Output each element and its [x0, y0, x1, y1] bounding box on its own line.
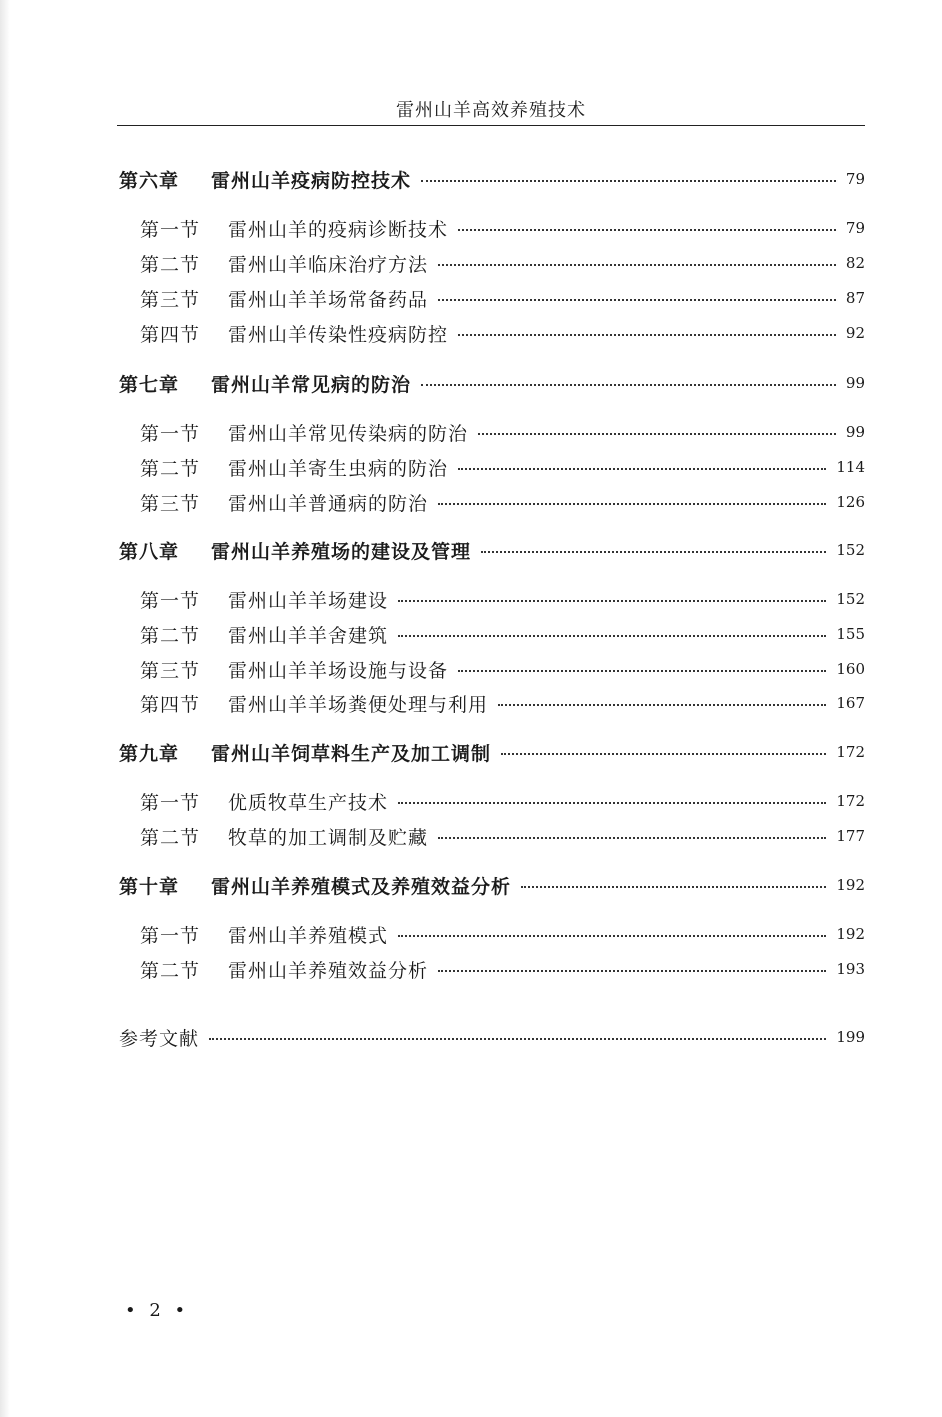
page-number: 152 — [836, 541, 865, 559]
toc-entry-label — [140, 586, 388, 613]
toc-section[interactable] — [0, 954, 942, 984]
toc-section[interactable] — [0, 452, 942, 482]
toc-chapter-7[interactable] — [0, 368, 942, 398]
section-title: 雷州山羊养殖效益分析 — [228, 959, 429, 982]
dot-leader — [458, 670, 826, 672]
section-number: 第三节 — [140, 492, 201, 515]
toc-entry-label — [140, 285, 428, 312]
chapter-number: 第七章 — [119, 373, 180, 396]
toc-section[interactable] — [0, 584, 942, 614]
toc-entry-label — [140, 956, 428, 983]
section-title: 雷州山羊羊场设施与设备 — [228, 659, 449, 682]
page-number: 79 — [845, 219, 865, 237]
chapter-number: 第八章 — [119, 540, 180, 563]
running-head: 雷州山羊高效养殖技术 — [396, 100, 586, 121]
toc-section[interactable] — [0, 654, 942, 684]
toc-entry-label — [140, 320, 448, 347]
dot-leader — [481, 551, 826, 553]
section-title: 雷州山羊养殖模式 — [228, 924, 389, 947]
section-number: 第四节 — [140, 323, 201, 346]
section-number: 第一节 — [140, 589, 201, 612]
toc-entry-label — [140, 454, 448, 481]
toc-entry-label — [119, 166, 411, 193]
toc-entry-label — [119, 872, 511, 899]
page-number: 177 — [836, 827, 865, 845]
toc-entry-label — [140, 921, 388, 948]
toc-section[interactable] — [0, 919, 942, 949]
dot-leader — [398, 935, 826, 937]
dot-leader — [438, 970, 826, 972]
toc-chapter-6[interactable] — [0, 164, 942, 194]
section-number: 第一节 — [140, 924, 201, 947]
dot-leader — [421, 384, 836, 386]
chapter-number: 第九章 — [119, 742, 180, 765]
section-number: 第三节 — [140, 659, 201, 682]
page-number: 193 — [836, 960, 865, 978]
section-title: 优质牧草生产技术 — [228, 791, 389, 814]
toc-section[interactable] — [0, 786, 942, 816]
section-title: 雷州山羊羊舍建筑 — [228, 624, 389, 647]
toc-section[interactable] — [0, 487, 942, 517]
section-number: 第二节 — [140, 959, 201, 982]
section-number: 第二节 — [140, 457, 201, 480]
toc-entry-label — [140, 788, 388, 815]
chapter-number: 第十章 — [119, 875, 180, 898]
section-title: 雷州山羊羊场粪便处理与利用 — [228, 693, 489, 716]
dot-leader — [438, 837, 826, 839]
page-number: 99 — [845, 374, 865, 392]
dot-leader — [458, 468, 826, 470]
dot-leader — [398, 600, 826, 602]
page-number: 192 — [836, 925, 865, 943]
section-title: 雷州山羊传染性疫病防控 — [228, 323, 449, 346]
dot-leader — [398, 635, 826, 637]
dot-leader — [521, 886, 826, 888]
references-label: 参考文献 — [119, 1027, 200, 1050]
section-title: 雷州山羊临床治疗方法 — [228, 253, 429, 276]
toc-entry-label — [140, 690, 488, 717]
page-number: 82 — [845, 254, 865, 272]
toc-entry-label — [140, 215, 448, 242]
toc-section[interactable] — [0, 318, 942, 348]
page-number: 199 — [836, 1028, 865, 1046]
section-number: 第二节 — [140, 826, 201, 849]
dot-leader — [438, 299, 836, 301]
dot-leader — [498, 704, 826, 706]
page-number: 99 — [845, 423, 865, 441]
page-number: 114 — [836, 458, 865, 476]
dot-leader — [478, 433, 836, 435]
toc-entry-label — [119, 537, 471, 564]
page-number: 79 — [845, 170, 865, 188]
section-number: 第一节 — [140, 791, 201, 814]
toc-entry-label — [140, 823, 428, 850]
page-number: 172 — [836, 792, 865, 810]
page-number: 167 — [836, 694, 865, 712]
toc-section[interactable] — [0, 619, 942, 649]
toc-chapter-8[interactable] — [0, 535, 942, 565]
toc-entry-label — [140, 419, 468, 446]
toc-entry-label — [119, 739, 491, 766]
chapter-title: 雷州山羊养殖场的建设及管理 — [211, 540, 472, 563]
section-title: 雷州山羊普通病的防治 — [228, 492, 429, 515]
dot-leader — [501, 753, 826, 755]
section-number: 第二节 — [140, 253, 201, 276]
dot-leader — [458, 229, 836, 231]
chapter-title: 雷州山羊疫病防控技术 — [211, 169, 412, 192]
page-number: 92 — [845, 324, 865, 342]
dot-leader — [438, 264, 836, 266]
dot-leader — [438, 503, 826, 505]
toc-section[interactable] — [0, 283, 942, 313]
page-number: 192 — [836, 876, 865, 894]
toc-section[interactable] — [0, 248, 942, 278]
toc-section[interactable] — [0, 213, 942, 243]
section-title: 雷州山羊的疫病诊断技术 — [228, 218, 449, 241]
page-number: 155 — [836, 625, 865, 643]
section-number: 第一节 — [140, 422, 201, 445]
page-number: 172 — [836, 743, 865, 761]
page-folio: • 2 • — [125, 1300, 190, 1321]
section-number: 第二节 — [140, 624, 201, 647]
toc-section[interactable] — [0, 688, 942, 718]
section-title: 雷州山羊常见传染病的防治 — [228, 422, 469, 445]
dot-leader — [421, 180, 836, 182]
section-title: 雷州山羊寄生虫病的防治 — [228, 457, 449, 480]
toc-section[interactable] — [0, 821, 942, 851]
page-number: 126 — [836, 493, 865, 511]
section-number: 第四节 — [140, 693, 201, 716]
section-title: 牧草的加工调制及贮藏 — [228, 826, 429, 849]
dot-leader — [398, 802, 826, 804]
page-number: 160 — [836, 660, 865, 678]
section-number: 第一节 — [140, 218, 201, 241]
toc-entry-label — [119, 370, 411, 397]
toc-chapter-10[interactable] — [0, 870, 942, 900]
chapter-title: 雷州山羊饲草料生产及加工调制 — [211, 742, 492, 765]
toc-entry-label — [140, 621, 388, 648]
toc-entry-label — [140, 250, 428, 277]
page-number: 152 — [836, 590, 865, 608]
chapter-title: 雷州山羊养殖模式及养殖效益分析 — [211, 875, 512, 898]
section-number: 第三节 — [140, 288, 201, 311]
toc-chapter-9[interactable] — [0, 737, 942, 767]
toc-references[interactable] — [0, 1022, 942, 1052]
chapter-number: 第六章 — [119, 169, 180, 192]
section-title: 雷州山羊羊场常备药品 — [228, 288, 429, 311]
toc-entry-label — [140, 489, 428, 516]
dot-leader — [458, 334, 836, 336]
section-title: 雷州山羊羊场建设 — [228, 589, 389, 612]
toc-entry-label — [140, 656, 448, 683]
toc-section[interactable] — [0, 417, 942, 447]
dot-leader — [209, 1038, 826, 1040]
page-number: 87 — [845, 289, 865, 307]
chapter-title: 雷州山羊常见病的防治 — [211, 373, 412, 396]
